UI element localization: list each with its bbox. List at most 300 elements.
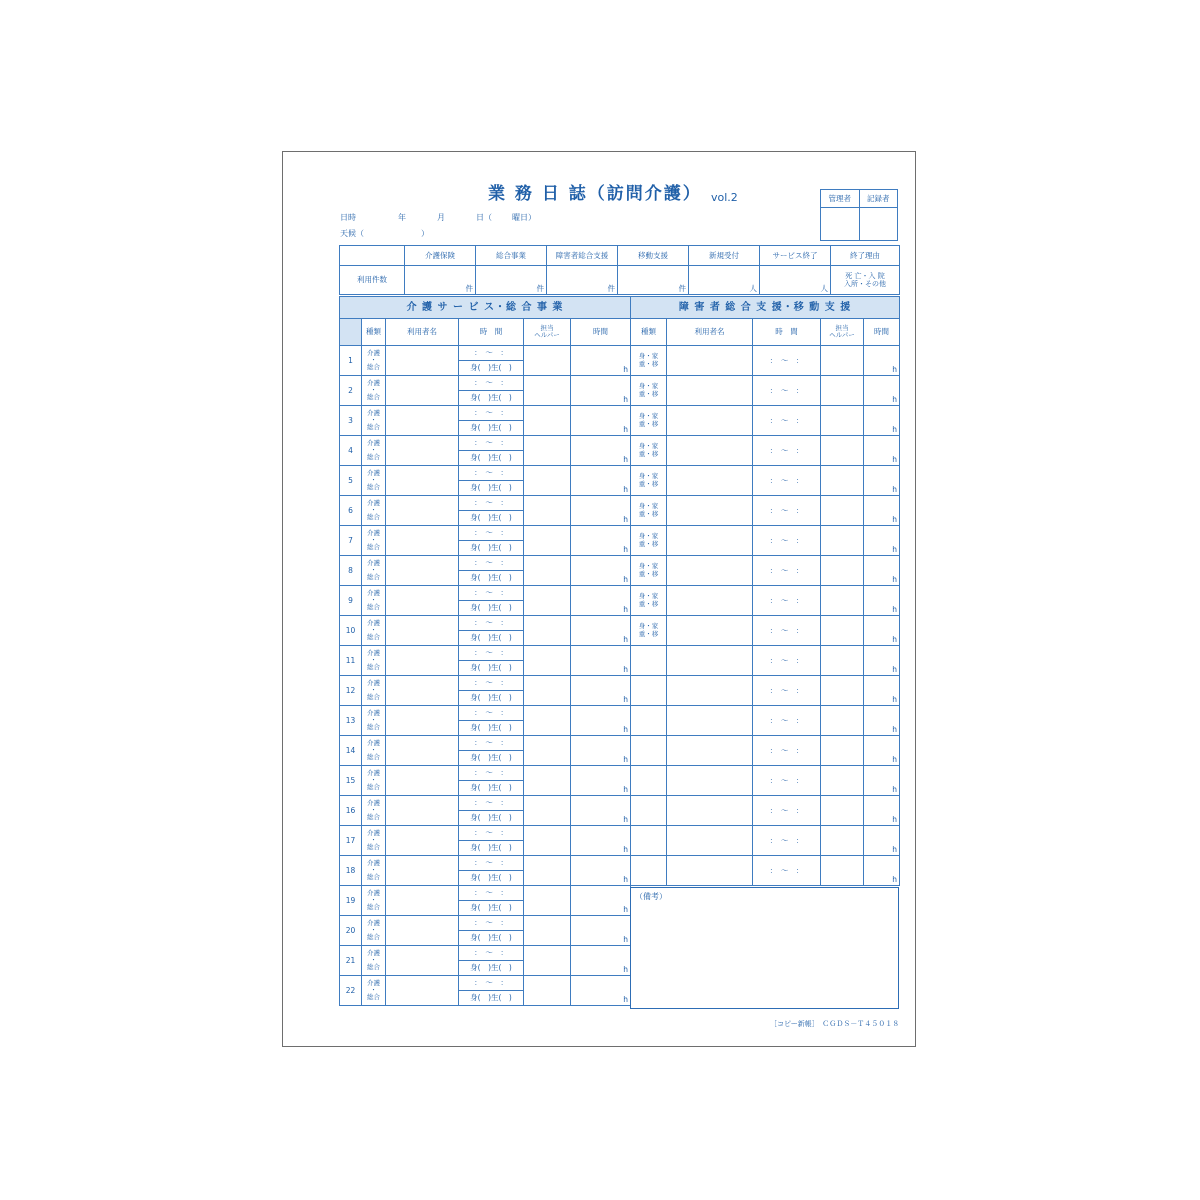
user-name-cell[interactable] bbox=[667, 766, 753, 796]
time-range-cell[interactable]: ： ～ ： bbox=[459, 766, 524, 781]
user-name-cell[interactable] bbox=[386, 466, 459, 496]
care-type-split-cell[interactable]: 身( )生( ) bbox=[459, 541, 524, 556]
time-range-cell[interactable]: ： ～ ： bbox=[753, 406, 821, 436]
user-name-cell[interactable] bbox=[667, 526, 753, 556]
time-range-cell[interactable]: ： ～ ： bbox=[459, 616, 524, 631]
support-type-cell[interactable]: 身・家 重・移 bbox=[631, 496, 667, 526]
row-number: 10 bbox=[340, 616, 362, 646]
summary-header: 新規受付 bbox=[689, 246, 760, 266]
helper-cell[interactable] bbox=[524, 706, 571, 736]
care-type-split-cell[interactable]: 身( )生( ) bbox=[459, 421, 524, 436]
hours-cell[interactable]: h bbox=[571, 466, 631, 496]
helper-cell[interactable] bbox=[821, 556, 864, 586]
user-name-cell[interactable] bbox=[667, 706, 753, 736]
hours-cell[interactable]: h bbox=[864, 796, 900, 826]
time-range-cell[interactable]: ： ～ ： bbox=[459, 826, 524, 841]
hours-cell[interactable]: h bbox=[864, 436, 900, 466]
helper-cell[interactable] bbox=[524, 976, 571, 1006]
service-type-cell[interactable]: 介護 ・ 総合 bbox=[362, 736, 386, 766]
user-name-cell[interactable] bbox=[386, 346, 459, 376]
support-type-cell[interactable]: 身・家 重・移 bbox=[631, 586, 667, 616]
row-number: 20 bbox=[340, 916, 362, 946]
helper-cell[interactable] bbox=[524, 856, 571, 886]
service-type-cell[interactable]: 介護 ・ 総合 bbox=[362, 616, 386, 646]
support-type-cell[interactable]: 身・家 重・移 bbox=[631, 466, 667, 496]
time-range-cell[interactable]: ： ～ ： bbox=[753, 616, 821, 646]
time-range-cell[interactable]: ： ～ ： bbox=[753, 556, 821, 586]
hours-cell[interactable]: h bbox=[864, 676, 900, 706]
support-row bbox=[631, 526, 900, 556]
care-row bbox=[340, 826, 631, 841]
hours-cell[interactable]: h bbox=[864, 346, 900, 376]
service-type-cell[interactable]: 介護 ・ 総合 bbox=[362, 676, 386, 706]
form-title: 業 務 日 誌（訪問介護） bbox=[488, 184, 702, 204]
service-type-cell[interactable]: 介護 ・ 総合 bbox=[362, 856, 386, 886]
care-row bbox=[340, 556, 631, 571]
support-type-cell[interactable] bbox=[631, 706, 667, 736]
helper-cell[interactable] bbox=[821, 676, 864, 706]
hours-cell[interactable]: h bbox=[571, 826, 631, 856]
user-name-cell[interactable] bbox=[386, 766, 459, 796]
form-volume: vol.2 bbox=[711, 191, 738, 204]
helper-cell[interactable] bbox=[821, 376, 864, 406]
user-name-cell[interactable] bbox=[386, 646, 459, 676]
care-type-split-cell[interactable]: 身( )生( ) bbox=[459, 631, 524, 646]
helper-cell[interactable] bbox=[524, 346, 571, 376]
hours-cell[interactable]: h bbox=[864, 766, 900, 796]
support-row bbox=[631, 796, 900, 826]
time-range-cell[interactable]: ： ～ ： bbox=[753, 496, 821, 526]
row-number: 19 bbox=[340, 886, 362, 916]
time-range-cell[interactable]: ： ～ ： bbox=[753, 436, 821, 466]
hours-cell[interactable]: h bbox=[864, 856, 900, 886]
support-row bbox=[631, 406, 900, 436]
disability-support-section-title: 障 害 者 総 合 支 援・移 動 支 援 bbox=[631, 297, 900, 319]
hours-cell[interactable]: h bbox=[571, 616, 631, 646]
service-type-cell[interactable]: 介護 ・ 総合 bbox=[362, 826, 386, 856]
helper-cell[interactable] bbox=[821, 856, 864, 886]
summary-header: 介護保険 bbox=[405, 246, 476, 266]
weather-label: 天候（ bbox=[340, 229, 364, 238]
usage-count-cell[interactable]: 件 bbox=[547, 266, 618, 295]
helper-cell[interactable] bbox=[524, 916, 571, 946]
time-range-cell[interactable]: ： ～ ： bbox=[459, 946, 524, 961]
row-number: 11 bbox=[340, 646, 362, 676]
care-type-split-cell[interactable]: 身( )生( ) bbox=[459, 871, 524, 886]
time-range-cell[interactable]: ： ～ ： bbox=[753, 376, 821, 406]
user-name-cell[interactable] bbox=[386, 496, 459, 526]
service-type-cell[interactable]: 介護 ・ 総合 bbox=[362, 346, 386, 376]
helper-cell[interactable] bbox=[524, 736, 571, 766]
time-range-cell[interactable]: ： ～ ： bbox=[459, 676, 524, 691]
user-name-cell[interactable] bbox=[667, 616, 753, 646]
service-type-cell[interactable]: 介護 ・ 総合 bbox=[362, 496, 386, 526]
helper-cell[interactable] bbox=[524, 556, 571, 586]
hours-cell[interactable]: h bbox=[864, 496, 900, 526]
hours-cell[interactable]: h bbox=[571, 556, 631, 586]
user-name-cell[interactable] bbox=[386, 916, 459, 946]
care-type-split-cell[interactable]: 身( )生( ) bbox=[459, 721, 524, 736]
helper-cell[interactable] bbox=[821, 766, 864, 796]
time-range-cell[interactable]: ： ～ ： bbox=[459, 916, 524, 931]
time-range-cell[interactable]: ： ～ ： bbox=[459, 406, 524, 421]
user-name-cell[interactable] bbox=[386, 556, 459, 586]
user-name-cell[interactable] bbox=[386, 856, 459, 886]
row-number: 1 bbox=[340, 346, 362, 376]
care-type-split-cell[interactable]: 身( )生( ) bbox=[459, 781, 524, 796]
care-type-split-cell[interactable]: 身( )生( ) bbox=[459, 751, 524, 766]
support-type-cell[interactable]: 身・家 重・移 bbox=[631, 616, 667, 646]
time-range-cell[interactable]: ： ～ ： bbox=[459, 346, 524, 361]
user-name-cell[interactable] bbox=[667, 826, 753, 856]
user-name-cell[interactable] bbox=[386, 676, 459, 706]
column-header-type: 種類 bbox=[631, 319, 667, 346]
row-number: 16 bbox=[340, 796, 362, 826]
time-range-cell[interactable]: ： ～ ： bbox=[753, 706, 821, 736]
helper-cell[interactable] bbox=[524, 676, 571, 706]
hours-cell[interactable]: h bbox=[571, 916, 631, 946]
user-name-cell[interactable] bbox=[386, 976, 459, 1006]
helper-cell[interactable] bbox=[524, 406, 571, 436]
remarks-box[interactable] bbox=[630, 887, 899, 1009]
care-row bbox=[340, 646, 631, 661]
care-type-split-cell[interactable]: 身( )生( ) bbox=[459, 451, 524, 466]
care-row bbox=[340, 856, 631, 871]
disability-support-table bbox=[630, 296, 900, 886]
care-type-split-cell[interactable]: 身( )生( ) bbox=[459, 691, 524, 706]
row-number-header bbox=[340, 319, 362, 346]
hours-cell[interactable]: h bbox=[864, 706, 900, 736]
service-type-cell[interactable]: 介護 ・ 総合 bbox=[362, 526, 386, 556]
usage-count-cell[interactable]: 件 bbox=[476, 266, 547, 295]
user-name-cell[interactable] bbox=[386, 886, 459, 916]
care-row bbox=[340, 766, 631, 781]
support-row bbox=[631, 556, 900, 586]
time-range-cell[interactable]: ： ～ ： bbox=[459, 466, 524, 481]
service-type-cell[interactable]: 介護 ・ 総合 bbox=[362, 946, 386, 976]
support-type-cell[interactable]: 身・家 重・移 bbox=[631, 406, 667, 436]
user-name-cell[interactable] bbox=[386, 706, 459, 736]
time-range-cell[interactable]: ： ～ ： bbox=[459, 796, 524, 811]
support-row bbox=[631, 646, 900, 676]
helper-cell[interactable] bbox=[821, 706, 864, 736]
row-number: 12 bbox=[340, 676, 362, 706]
row-number: 4 bbox=[340, 436, 362, 466]
helper-cell[interactable] bbox=[821, 496, 864, 526]
hours-cell[interactable]: h bbox=[571, 736, 631, 766]
user-name-cell[interactable] bbox=[667, 346, 753, 376]
time-range-cell[interactable]: ： ～ ： bbox=[753, 676, 821, 706]
user-name-cell[interactable] bbox=[667, 736, 753, 766]
helper-cell[interactable] bbox=[821, 736, 864, 766]
time-range-cell[interactable]: ： ～ ： bbox=[753, 796, 821, 826]
hours-cell[interactable]: h bbox=[571, 526, 631, 556]
date-weekday: 曜日） bbox=[512, 213, 536, 222]
hours-cell[interactable]: h bbox=[571, 766, 631, 796]
time-range-cell[interactable]: ： ～ ： bbox=[753, 766, 821, 796]
hours-cell[interactable]: h bbox=[864, 376, 900, 406]
summary-table bbox=[339, 245, 900, 295]
support-type-cell[interactable]: 身・家 重・移 bbox=[631, 376, 667, 406]
hours-cell[interactable]: h bbox=[571, 946, 631, 976]
approval-boxes bbox=[820, 189, 898, 241]
care-type-split-cell[interactable]: 身( )生( ) bbox=[459, 601, 524, 616]
hours-cell[interactable]: h bbox=[571, 796, 631, 826]
time-range-cell[interactable]: ： ～ ： bbox=[753, 736, 821, 766]
time-range-cell[interactable]: ： ～ ： bbox=[459, 556, 524, 571]
column-header-helper: 担当 ヘルパー bbox=[821, 319, 864, 346]
time-range-cell[interactable]: ： ～ ： bbox=[753, 586, 821, 616]
helper-cell[interactable] bbox=[524, 616, 571, 646]
hours-cell[interactable]: h bbox=[571, 886, 631, 916]
service-type-cell[interactable]: 介護 ・ 総合 bbox=[362, 796, 386, 826]
hours-cell[interactable]: h bbox=[864, 406, 900, 436]
care-row bbox=[340, 976, 631, 991]
time-range-cell[interactable]: ： ～ ： bbox=[459, 496, 524, 511]
helper-cell[interactable] bbox=[821, 526, 864, 556]
time-range-cell[interactable]: ： ～ ： bbox=[459, 586, 524, 601]
support-type-cell[interactable] bbox=[631, 796, 667, 826]
helper-cell[interactable] bbox=[821, 646, 864, 676]
support-row bbox=[631, 496, 900, 526]
time-range-cell[interactable]: ： ～ ： bbox=[459, 646, 524, 661]
care-type-split-cell[interactable]: 身( )生( ) bbox=[459, 901, 524, 916]
date-month: 月 bbox=[437, 213, 445, 222]
user-name-cell[interactable] bbox=[667, 406, 753, 436]
column-header-user: 利用者名 bbox=[386, 319, 459, 346]
time-range-cell[interactable]: ： ～ ： bbox=[459, 526, 524, 541]
helper-cell[interactable] bbox=[821, 616, 864, 646]
care-row bbox=[340, 616, 631, 631]
support-type-cell[interactable] bbox=[631, 856, 667, 886]
helper-cell[interactable] bbox=[524, 946, 571, 976]
care-type-split-cell[interactable]: 身( )生( ) bbox=[459, 571, 524, 586]
care-row bbox=[340, 526, 631, 541]
care-type-split-cell[interactable]: 身( )生( ) bbox=[459, 481, 524, 496]
hours-cell[interactable]: h bbox=[864, 526, 900, 556]
support-type-cell[interactable]: 身・家 重・移 bbox=[631, 436, 667, 466]
care-row bbox=[340, 586, 631, 601]
user-name-cell[interactable] bbox=[667, 496, 753, 526]
row-number: 17 bbox=[340, 826, 362, 856]
row-number: 21 bbox=[340, 946, 362, 976]
care-type-split-cell[interactable]: 身( )生( ) bbox=[459, 511, 524, 526]
support-row bbox=[631, 856, 900, 886]
column-header-hours: 時間 bbox=[571, 319, 631, 346]
summary-header: 総合事業 bbox=[476, 246, 547, 266]
user-name-cell[interactable] bbox=[386, 406, 459, 436]
time-range-cell[interactable]: ： ～ ： bbox=[459, 706, 524, 721]
user-name-cell[interactable] bbox=[386, 616, 459, 646]
support-row bbox=[631, 466, 900, 496]
form-code: ［コピー新帳］ ＣＧＤＳ－Ｔ４５０１８ bbox=[770, 1020, 900, 1028]
care-type-split-cell[interactable]: 身( )生( ) bbox=[459, 361, 524, 376]
time-range-cell[interactable]: ： ～ ： bbox=[459, 856, 524, 871]
user-name-cell[interactable] bbox=[667, 586, 753, 616]
care-type-split-cell[interactable]: 身( )生( ) bbox=[459, 811, 524, 826]
hours-cell[interactable]: h bbox=[571, 646, 631, 676]
care-type-split-cell[interactable]: 身( )生( ) bbox=[459, 391, 524, 406]
hours-cell[interactable]: h bbox=[864, 556, 900, 586]
hours-cell[interactable]: h bbox=[571, 436, 631, 466]
support-type-cell[interactable]: 身・家 重・移 bbox=[631, 556, 667, 586]
user-name-cell[interactable] bbox=[386, 436, 459, 466]
care-type-split-cell[interactable]: 身( )生( ) bbox=[459, 841, 524, 856]
service-type-cell[interactable]: 介護 ・ 総合 bbox=[362, 916, 386, 946]
column-header-hours: 時間 bbox=[864, 319, 900, 346]
care-row bbox=[340, 706, 631, 721]
weather-close: ） bbox=[421, 229, 429, 238]
helper-cell[interactable] bbox=[524, 586, 571, 616]
time-range-cell[interactable]: ： ～ ： bbox=[753, 646, 821, 676]
date-year: 年 bbox=[398, 213, 406, 222]
time-range-cell[interactable]: ： ～ ： bbox=[459, 976, 524, 991]
row-number: 15 bbox=[340, 766, 362, 796]
helper-cell[interactable] bbox=[524, 466, 571, 496]
user-name-cell[interactable] bbox=[667, 556, 753, 586]
time-range-cell[interactable]: ： ～ ： bbox=[753, 856, 821, 886]
care-type-split-cell[interactable]: 身( )生( ) bbox=[459, 991, 524, 1006]
time-range-cell[interactable]: ： ～ ： bbox=[459, 886, 524, 901]
support-type-cell[interactable] bbox=[631, 676, 667, 706]
support-type-cell[interactable] bbox=[631, 646, 667, 676]
time-range-cell[interactable]: ： ～ ： bbox=[753, 826, 821, 856]
remarks-label: （備考） bbox=[635, 892, 667, 901]
time-range-cell[interactable]: ： ～ ： bbox=[459, 376, 524, 391]
service-type-cell[interactable]: 介護 ・ 総合 bbox=[362, 886, 386, 916]
care-type-split-cell[interactable]: 身( )生( ) bbox=[459, 661, 524, 676]
approval-manager-label: 管理者 bbox=[821, 190, 860, 208]
approval-recorder-stamp[interactable] bbox=[859, 208, 898, 241]
user-name-cell[interactable] bbox=[386, 796, 459, 826]
helper-cell[interactable] bbox=[821, 826, 864, 856]
support-type-cell[interactable] bbox=[631, 766, 667, 796]
user-name-cell[interactable] bbox=[667, 376, 753, 406]
support-row bbox=[631, 376, 900, 406]
hours-cell[interactable]: h bbox=[864, 646, 900, 676]
user-name-cell[interactable] bbox=[386, 826, 459, 856]
usage-count-cell[interactable]: 件 bbox=[618, 266, 689, 295]
time-range-cell[interactable]: ： ～ ： bbox=[753, 526, 821, 556]
usage-count-cell[interactable]: 件 bbox=[405, 266, 476, 295]
user-name-cell[interactable] bbox=[386, 946, 459, 976]
user-name-cell[interactable] bbox=[667, 796, 753, 826]
care-row bbox=[340, 886, 631, 901]
service-end-cell[interactable]: 人 bbox=[760, 266, 831, 295]
service-type-cell[interactable]: 介護 ・ 総合 bbox=[362, 376, 386, 406]
row-number: 9 bbox=[340, 586, 362, 616]
service-type-cell[interactable]: 介護 ・ 総合 bbox=[362, 466, 386, 496]
helper-cell[interactable] bbox=[821, 586, 864, 616]
user-name-cell[interactable] bbox=[667, 676, 753, 706]
care-row bbox=[340, 796, 631, 811]
hours-cell[interactable]: h bbox=[864, 736, 900, 766]
helper-cell[interactable] bbox=[821, 346, 864, 376]
support-row bbox=[631, 436, 900, 466]
user-name-cell[interactable] bbox=[667, 856, 753, 886]
support-type-cell[interactable] bbox=[631, 826, 667, 856]
row-number: 2 bbox=[340, 376, 362, 406]
user-name-cell[interactable] bbox=[667, 436, 753, 466]
approval-manager-stamp[interactable] bbox=[821, 208, 860, 241]
helper-cell[interactable] bbox=[524, 886, 571, 916]
service-type-cell[interactable]: 介護 ・ 総合 bbox=[362, 976, 386, 1006]
helper-cell[interactable] bbox=[821, 796, 864, 826]
helper-cell[interactable] bbox=[524, 766, 571, 796]
support-row bbox=[631, 586, 900, 616]
support-type-cell[interactable]: 身・家 重・移 bbox=[631, 346, 667, 376]
end-reason-cell[interactable]: 死 亡・入 院 入所・その他 bbox=[831, 266, 900, 295]
summary-header: 障害者総合支援 bbox=[547, 246, 618, 266]
service-type-cell[interactable]: 介護 ・ 総合 bbox=[362, 406, 386, 436]
user-name-cell[interactable] bbox=[667, 466, 753, 496]
hours-cell[interactable]: h bbox=[571, 676, 631, 706]
service-type-cell[interactable]: 介護 ・ 総合 bbox=[362, 706, 386, 736]
care-type-split-cell[interactable]: 身( )生( ) bbox=[459, 961, 524, 976]
user-name-cell[interactable] bbox=[386, 526, 459, 556]
helper-cell[interactable] bbox=[821, 466, 864, 496]
service-type-cell[interactable]: 介護 ・ 総合 bbox=[362, 436, 386, 466]
time-range-cell[interactable]: ： ～ ： bbox=[753, 466, 821, 496]
helper-cell[interactable] bbox=[821, 406, 864, 436]
helper-cell[interactable] bbox=[524, 436, 571, 466]
helper-cell[interactable] bbox=[524, 376, 571, 406]
helper-cell[interactable] bbox=[821, 436, 864, 466]
user-name-cell[interactable] bbox=[386, 736, 459, 766]
hours-cell[interactable]: h bbox=[864, 586, 900, 616]
hours-cell[interactable]: h bbox=[571, 586, 631, 616]
hours-cell[interactable]: h bbox=[571, 496, 631, 526]
helper-cell[interactable] bbox=[524, 646, 571, 676]
service-type-cell[interactable]: 介護 ・ 総合 bbox=[362, 766, 386, 796]
hours-cell[interactable]: h bbox=[571, 976, 631, 1006]
care-service-table bbox=[339, 296, 631, 1006]
hours-cell[interactable]: h bbox=[571, 706, 631, 736]
hours-cell[interactable]: h bbox=[864, 466, 900, 496]
support-row bbox=[631, 676, 900, 706]
user-name-cell[interactable] bbox=[386, 376, 459, 406]
time-range-cell[interactable]: ： ～ ： bbox=[753, 346, 821, 376]
time-range-cell[interactable]: ： ～ ： bbox=[459, 736, 524, 751]
helper-cell[interactable] bbox=[524, 496, 571, 526]
hours-cell[interactable]: h bbox=[571, 406, 631, 436]
user-name-cell[interactable] bbox=[667, 646, 753, 676]
hours-cell[interactable]: h bbox=[571, 346, 631, 376]
hours-cell[interactable]: h bbox=[864, 616, 900, 646]
support-row bbox=[631, 616, 900, 646]
hours-cell[interactable]: h bbox=[571, 856, 631, 886]
hours-cell[interactable]: h bbox=[571, 376, 631, 406]
hours-cell[interactable]: h bbox=[864, 826, 900, 856]
service-type-cell[interactable]: 介護 ・ 総合 bbox=[362, 646, 386, 676]
helper-cell[interactable] bbox=[524, 526, 571, 556]
support-row bbox=[631, 826, 900, 856]
user-name-cell[interactable] bbox=[386, 586, 459, 616]
summary-header: 終了理由 bbox=[831, 246, 900, 266]
new-intake-cell[interactable]: 人 bbox=[689, 266, 760, 295]
helper-cell[interactable] bbox=[524, 796, 571, 826]
support-type-cell[interactable]: 身・家 重・移 bbox=[631, 526, 667, 556]
helper-cell[interactable] bbox=[524, 826, 571, 856]
row-number: 8 bbox=[340, 556, 362, 586]
time-range-cell[interactable]: ： ～ ： bbox=[459, 436, 524, 451]
row-number: 7 bbox=[340, 526, 362, 556]
summary-corner bbox=[340, 246, 405, 266]
service-type-cell[interactable]: 介護 ・ 総合 bbox=[362, 586, 386, 616]
support-type-cell[interactable] bbox=[631, 736, 667, 766]
service-type-cell[interactable]: 介護 ・ 総合 bbox=[362, 556, 386, 586]
care-type-split-cell[interactable]: 身( )生( ) bbox=[459, 931, 524, 946]
